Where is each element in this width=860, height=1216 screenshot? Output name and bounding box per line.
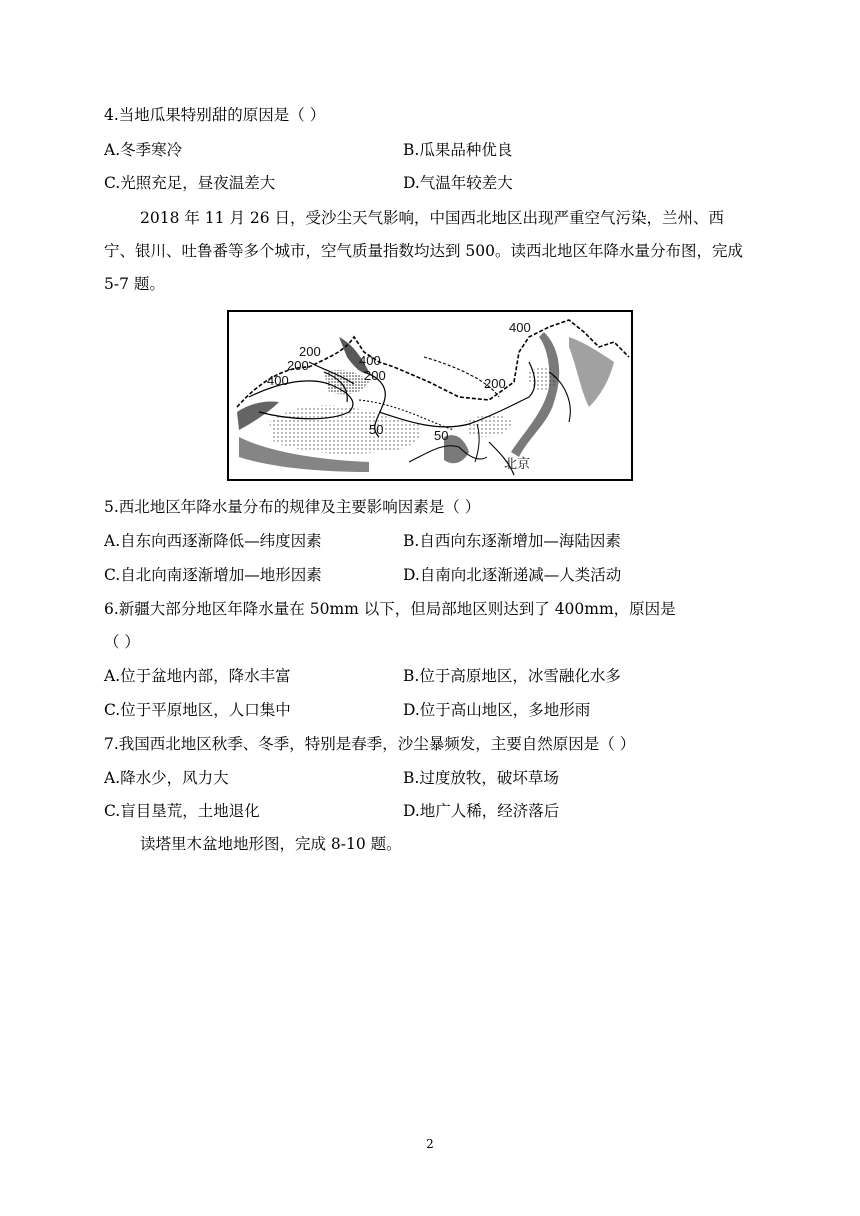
q7-option-d: D.地广人稀，经济落后 — [403, 802, 560, 820]
precipitation-map — [227, 310, 633, 481]
q5-option-d: D.自南向北逐渐递减—人类活动 — [403, 566, 622, 584]
map-label-200-c: 200 — [364, 368, 386, 383]
q7-option-a: A.降水少，风力大 — [104, 769, 229, 787]
q6-stem: 6.新疆大部分地区年降水量在 50mm 以下，但局部地区则达到了 400mm，原因是 — [104, 600, 676, 618]
q5-option-c: C.自北向南逐渐增加—地形因素 — [104, 566, 322, 584]
map-label-50-b: 50 — [369, 422, 384, 437]
q4-stem: 4.当地瓜果特别甜的原因是（ ） — [104, 106, 326, 124]
q4-option-a: A.冬季寒冷 — [104, 141, 183, 159]
q7-option-c: C.盲目垦荒，土地退化 — [104, 802, 260, 820]
page-number: 2 — [426, 1137, 434, 1151]
map-label-400-c: 400 — [509, 320, 531, 335]
q5-stem: 5.西北地区年降水量分布的规律及主要影响因素是（ ） — [104, 498, 481, 516]
map-label-beijing: 北京 — [504, 456, 531, 471]
map-label-400-a: 400 — [267, 373, 289, 388]
map-label-200-b: 200 — [287, 358, 309, 373]
intro-paragraph-2: 读塔里木盆地地形图，完成 8-10 题。 — [140, 835, 402, 853]
q6-option-a: A.位于盆地内部，降水丰富 — [104, 667, 291, 685]
intro-paragraph: 2018 年 11 月 26 日，受沙尘天气影响，中国西北地区出现严重空气污染，兰州、西宁、银川、吐鲁番等多个城市，空气质量指数均达到 500。读西北地区年降水量分布图，完成 5-7 题。 — [104, 209, 744, 293]
map-label-400-b: 400 — [359, 353, 381, 368]
q6-stem-cont: （ ） — [104, 633, 140, 651]
q5-option-a: A.自东向西逐渐降低—纬度因素 — [104, 532, 322, 550]
q4-option-b: B.瓜果品种优良 — [403, 141, 513, 159]
q7-option-b: B.过度放牧，破坏草场 — [403, 769, 559, 787]
q5-option-b: B.自西向东逐渐增加—海陆因素 — [403, 532, 621, 550]
q6-option-d: D.位于高山地区，多地形雨 — [403, 701, 591, 719]
q4-option-d: D.气温年较差大 — [403, 174, 513, 192]
q6-option-c: C.位于平原地区，人口集中 — [104, 701, 291, 719]
map-label-200-d: 200 — [484, 376, 506, 391]
q7-stem: 7.我国西北地区秋季、冬季，特别是春季，沙尘暴频发，主要自然原因是（ ） — [104, 735, 636, 753]
map-label-50-a: 50 — [434, 428, 449, 443]
q6-option-b: B.位于高原地区，冰雪融化水多 — [403, 667, 621, 685]
q4-option-c: C.光照充足，昼夜温差大 — [104, 174, 276, 192]
map-label-200-a: 200 — [299, 344, 321, 359]
